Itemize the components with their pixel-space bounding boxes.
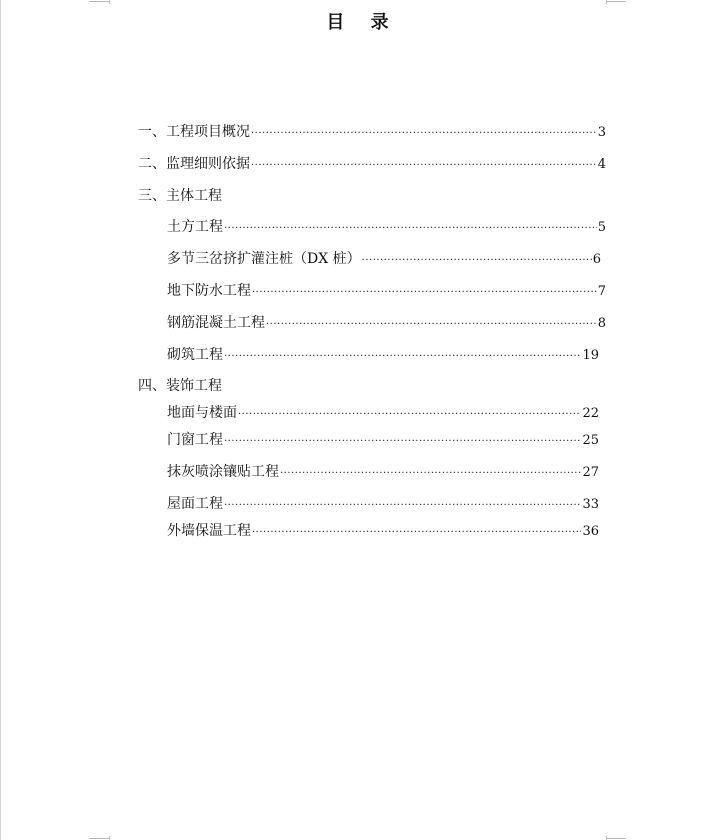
toc-page-number: 8 — [597, 316, 606, 331]
toc-page-number: 36 — [582, 524, 599, 539]
toc-entry[interactable] — [138, 155, 606, 173]
toc-entry[interactable] — [167, 431, 599, 449]
toc-entry[interactable] — [167, 250, 601, 268]
toc-page-number: 25 — [582, 433, 599, 448]
toc-leader — [224, 348, 581, 366]
toc-entry-label: 砌筑工程 — [167, 347, 223, 363]
toc-page-number: 3 — [597, 125, 606, 140]
toc-entry[interactable] — [167, 282, 606, 300]
toc-entry-label: 多节三岔挤扩灌注桩（DX 桩） — [167, 251, 361, 267]
toc-entry-label: 抹灰喷涂镶贴工程 — [167, 464, 279, 480]
toc-entry[interactable] — [167, 522, 599, 540]
toc-entry-label: 地面与楼面 — [167, 405, 237, 421]
toc-leader — [280, 465, 581, 483]
toc-leader — [224, 497, 581, 515]
toc-entry-label: 地下防水工程 — [167, 283, 251, 299]
toc-leader — [238, 406, 581, 424]
toc-entry-label: 二、监理细则依据 — [138, 156, 250, 172]
toc-page-number: 7 — [597, 284, 606, 299]
toc-entry[interactable] — [167, 404, 599, 422]
toc-entry[interactable] — [167, 463, 599, 481]
corner-mark-top-right-v — [606, 0, 607, 4]
corner-mark-top-left — [89, 1, 109, 2]
toc-entry-label: 土方工程 — [167, 219, 223, 235]
toc-page-number: 6 — [592, 252, 601, 267]
toc-leader — [266, 316, 597, 334]
toc-leader — [252, 524, 581, 542]
toc-entry[interactable] — [138, 123, 606, 141]
corner-mark-top-left-v — [109, 0, 110, 4]
corner-mark-bottom-left-v — [109, 836, 110, 840]
toc-leader — [252, 284, 597, 302]
toc-entry-label: 屋面工程 — [167, 496, 223, 512]
corner-mark-bottom-right-v — [606, 836, 607, 840]
toc-title: 目 录 — [326, 12, 399, 33]
toc-page-number: 22 — [582, 406, 599, 421]
toc-entry[interactable] — [167, 218, 606, 236]
toc-page-number: 19 — [582, 348, 599, 363]
toc-entry-label: 钢筋混凝土工程 — [167, 315, 265, 331]
toc-section-heading[interactable]: 四、装饰工程 — [138, 378, 222, 394]
toc-entry[interactable] — [167, 495, 599, 513]
toc-entry-label: 一、工程项目概况 — [138, 124, 250, 140]
corner-mark-top-right — [606, 1, 626, 2]
toc-page-number: 33 — [582, 497, 599, 512]
toc-page-number: 4 — [597, 157, 606, 172]
toc-leader — [251, 157, 597, 175]
toc-leader — [251, 125, 597, 143]
toc-section-heading[interactable]: 三、主体工程 — [138, 188, 222, 204]
toc-leader — [224, 220, 597, 238]
toc-page-number: 5 — [597, 220, 606, 235]
page-left-edge — [0, 0, 1, 840]
toc-leader — [224, 433, 581, 451]
toc-entry-label: 门窗工程 — [167, 432, 223, 448]
corner-mark-bottom-left — [89, 838, 109, 839]
toc-entry[interactable] — [167, 314, 606, 332]
toc-entry-label: 外墙保温工程 — [167, 523, 251, 539]
corner-mark-bottom-right — [606, 838, 626, 839]
toc-page-number: 27 — [582, 465, 599, 480]
toc-entry[interactable] — [167, 346, 599, 364]
toc-leader — [362, 252, 592, 270]
